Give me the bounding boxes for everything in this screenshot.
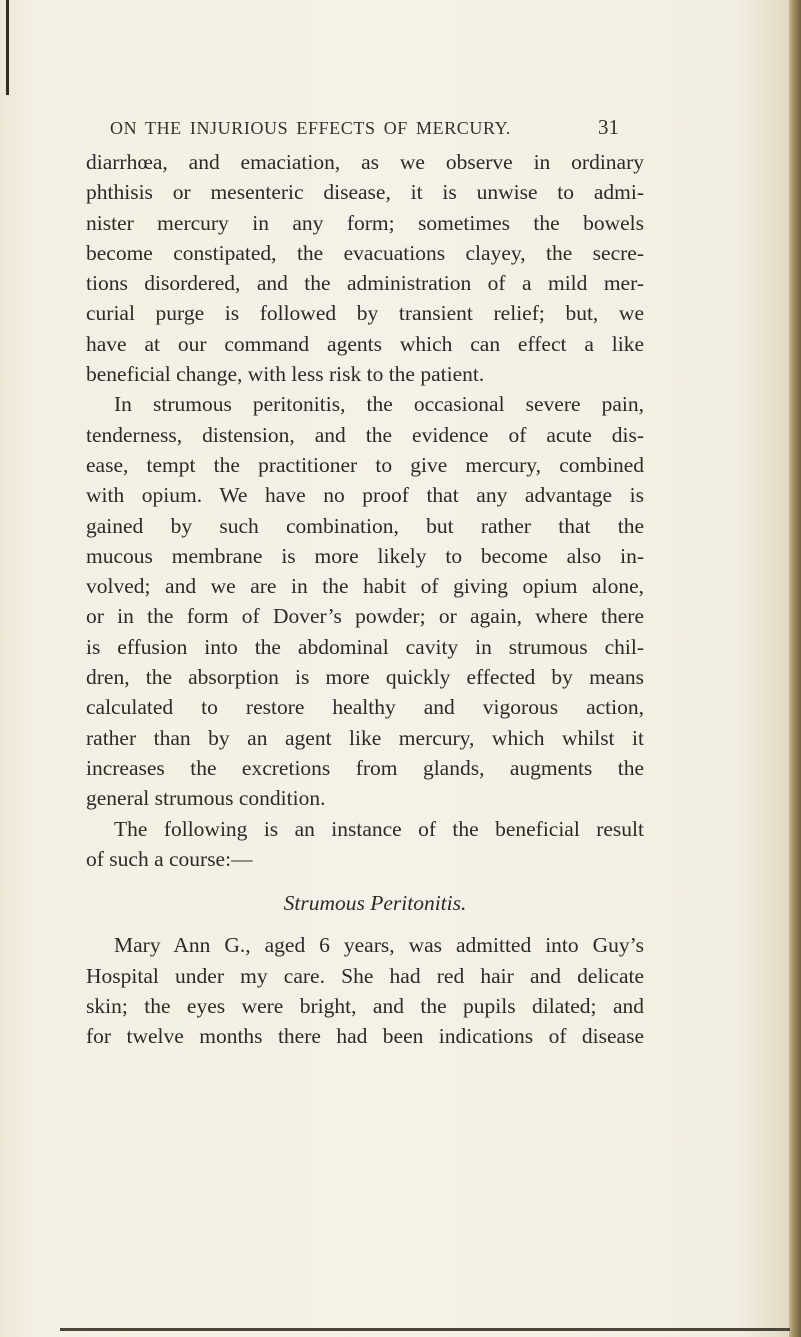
text-line: ease, tempt the practitioner to give mercury, combined	[86, 452, 644, 477]
paragraph-1	[86, 147, 644, 389]
text-line: become constipated, the evacuations clayey, the secre-	[86, 240, 644, 265]
paragraph-2	[86, 389, 644, 813]
page-edge-gutter	[789, 0, 801, 1337]
text-line: gained by such combination, but rather that the	[86, 513, 644, 538]
text-line: In strumous peritonitis, the occasional severe pain,	[114, 392, 644, 417]
section-heading: Strumous Peritonitis.	[283, 891, 467, 916]
text-line: diarrhœa, and emaciation, as we observe in ordinary	[86, 150, 644, 174]
binding-edge-shadow	[6, 0, 9, 95]
text-line: have at our command agents which can effect a like	[86, 331, 644, 356]
body-text	[86, 147, 644, 1052]
bottom-edge-line	[60, 1328, 790, 1331]
text-line: The following is an instance of the beneficial result	[114, 816, 644, 841]
text-line: curial purge is followed by transient relief; but, we	[86, 301, 644, 326]
text-line: Mary Ann G., aged 6 years, was admitted into Guy’s	[114, 933, 644, 958]
paragraph-4	[86, 930, 644, 1051]
text-line: tenderness, distension, and the evidence of acute dis-	[86, 422, 644, 447]
text-line: calculated to restore healthy and vigorous action,	[86, 695, 644, 720]
text-line: Hospital under my care. She had red hair and delicate	[86, 963, 644, 988]
text-line: mucous membrane is more likely to become also in-	[86, 543, 644, 568]
text-line: general strumous condition.	[86, 786, 326, 811]
text-line: or in the form of Dover’s powder; or again, where there	[86, 604, 644, 629]
text-line: volved; and we are in the habit of giving opium alone,	[86, 574, 644, 599]
text-line: skin; the eyes were bright, and the pupils dilated; and	[86, 994, 644, 1019]
text-line: increases the excretions from glands, augments the	[86, 755, 644, 780]
text-line: nister mercury in any form; sometimes the bowels	[86, 210, 644, 235]
running-header-title: ON THE INJURIOUS EFFECTS OF MERCURY.	[110, 118, 512, 138]
page-number: 31	[598, 115, 619, 139]
text-line: tions disordered, and the administration of a mild mer-	[86, 271, 644, 296]
text-line: rather than by an agent like mercury, which whilst it	[86, 725, 644, 750]
text-line: dren, the absorption is more quickly effected by means	[86, 665, 644, 690]
text-line: for twelve months there had been indications of disease	[86, 1024, 644, 1049]
text-line: is effusion into the abdominal cavity in strumous chil-	[86, 634, 644, 659]
text-line: phthisis or mesenteric disease, it is unwise to admi-	[86, 180, 644, 205]
text-line: with opium. We have no proof that any advantage is	[86, 483, 644, 508]
paragraph-3	[86, 814, 644, 875]
text-line: beneficial change, with less risk to the patient.	[86, 362, 485, 387]
text-line: of such a course:—	[86, 846, 253, 871]
